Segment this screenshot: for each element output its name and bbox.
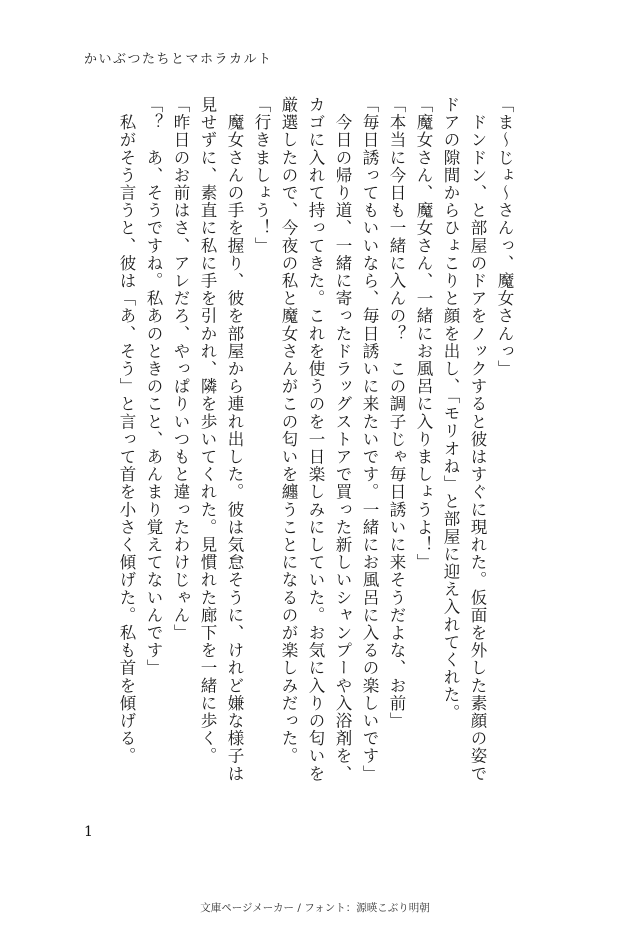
text-line: 今日の帰り道、一緒に寄ったドラッグストアで買った新しいシャンプーや入浴剤を、カゴに入れて持ってきた。これを使うのを一日楽しみにしていた。お気に入りの匂いを厳選したので、今夜の私と魔女さんがこの匂いを纏うことになるのが楽しみだった。 xyxy=(279,96,352,783)
text-line: 「本当に今日も一緒に入んの？ この調子じゃ毎日誘いに来そうだよな、お前」 xyxy=(387,96,406,730)
text-line: 「魔女さん、魔女さん、一緒にお風呂に入りましょうよ！」 xyxy=(414,96,433,572)
text-line: 「ま〜じょ〜さんっ、魔女さんっ」 xyxy=(495,96,514,378)
text-line: 「毎日誘ってもいいなら、毎日誘いに来たいです。一緒にお風呂に入るの楽しいです」 xyxy=(360,96,379,783)
text-line: 「昨日のお前はさ、アレだろ、やっぱりいつもと違ったわけじゃん」 xyxy=(171,96,190,642)
text-line: 「？ あ、そうですね。私あのときのこと、あんまり覚えてないんです」 xyxy=(144,96,163,677)
page-number: 1 xyxy=(84,824,93,840)
footer-credit: 文庫ページメーカー / フォント：源暎こぶり明朝 xyxy=(200,902,430,914)
text-line: 「行きましょう！」 xyxy=(252,96,271,255)
running-head: かいぶつたちとマホラカルト xyxy=(84,52,273,67)
text-line: 私がそう言うと、彼は「あ、そう」と言って首を小さく傾げた。私も首を傾げる。 xyxy=(117,96,136,765)
text-line: ドンドン、と部屋のドアをノックすると彼はすぐに現れた。仮面を外した素顔の姿でドアの隙間からひょこりと顔を出し、「モリオね」と部屋に迎え入れてくれた。 xyxy=(441,96,487,783)
body-text xyxy=(78,96,518,786)
text-line: 魔女さんの手を握り、彼を部屋から連れ出した。彼は気怠そうに、けれど嫌な様子は見せずに、素直に私に手を引かれ、隣を歩いてくれた。見慣れた廊下を一緒に歩く。 xyxy=(198,96,244,783)
